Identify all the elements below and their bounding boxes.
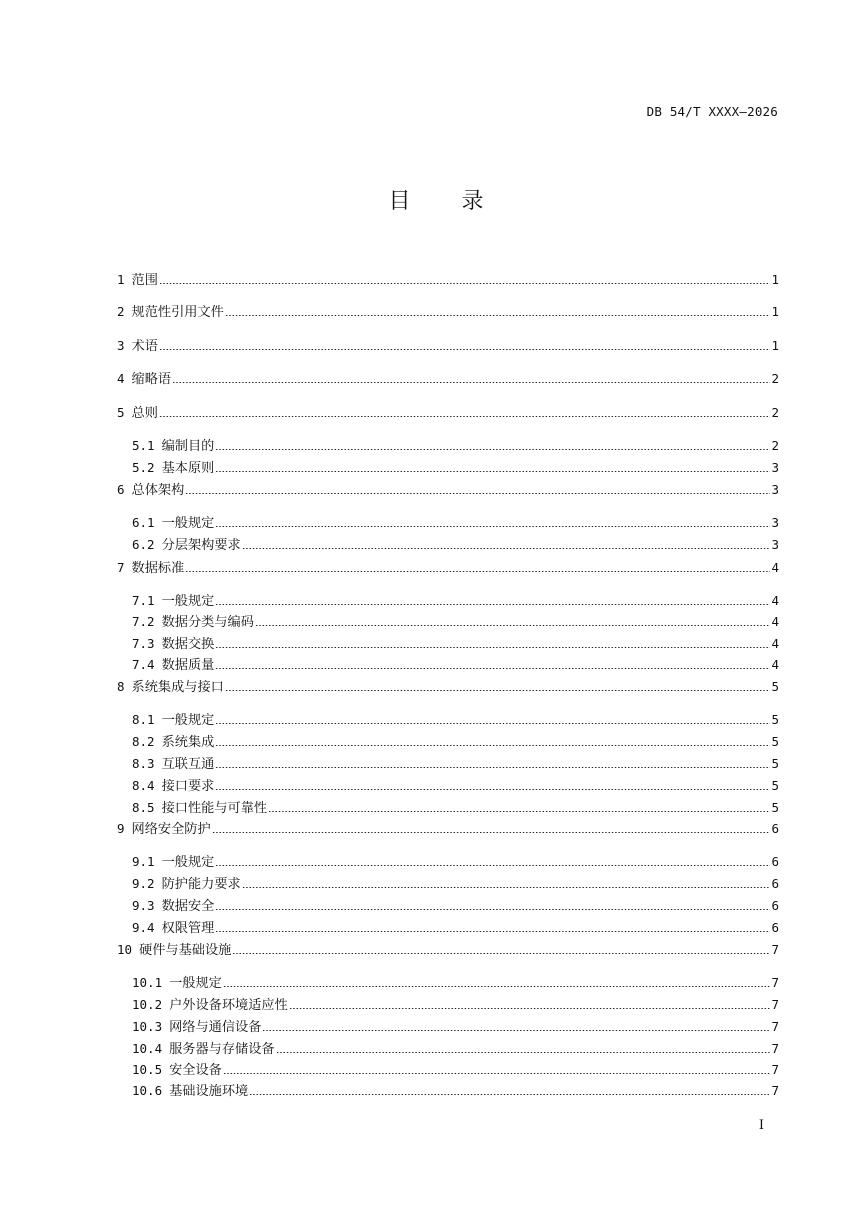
toc-section-number: 10.1 (132, 974, 163, 990)
toc-section-title: 系统集成与接口 (131, 679, 224, 695)
page-number: I (758, 1118, 764, 1133)
toc-section-title: 总体架构 (131, 482, 185, 498)
toc-section-title: 基础设施环境 (169, 1083, 249, 1099)
page-title: 目 录 (388, 189, 506, 214)
dot-leader (215, 767, 770, 768)
toc-section-title: 数据安全 (161, 898, 215, 914)
toc-page-number: 6 (771, 898, 779, 913)
toc-section-title: 一般规定 (169, 975, 222, 991)
dot-leader (159, 416, 771, 417)
toc-page-number: 4 (771, 636, 779, 651)
toc-entry-label (132, 591, 214, 612)
toc-page-number: 5 (771, 734, 779, 749)
toc-section-number: 5.1 (132, 437, 155, 453)
toc-section-title: 防护能力要求 (161, 876, 241, 892)
toc-entry-label (117, 403, 158, 424)
toc-entry[interactable] (132, 874, 779, 894)
toc-section-number: 2 (117, 303, 125, 319)
toc-page-number: 2 (771, 371, 779, 386)
toc-entry-label (117, 819, 211, 840)
dot-leader (255, 625, 771, 626)
toc-section-number: 5.2 (132, 459, 155, 475)
toc-entry-label (132, 436, 214, 457)
toc-section-number: 7.2 (132, 613, 155, 629)
toc-entry[interactable] (132, 896, 779, 916)
toc-entry-label (132, 535, 241, 556)
toc-page-number: 2 (771, 438, 779, 453)
toc-section-title: 一般规定 (161, 515, 215, 531)
toc-page-number: 5 (771, 756, 779, 771)
toc-page-number: 4 (771, 560, 779, 575)
toc-entry-label (117, 302, 224, 323)
toc-section-number: 10.4 (132, 1040, 163, 1056)
toc-page-number: 1 (771, 272, 779, 287)
toc-section-title: 数据交换 (161, 636, 215, 652)
toc-section-number: 9.3 (132, 897, 155, 913)
toc-page-number: 1 (771, 338, 779, 353)
toc-section-title: 一般规定 (161, 854, 215, 870)
toc-section-number: 8.3 (132, 755, 155, 771)
toc-entry-label (132, 513, 214, 534)
toc-entry[interactable] (132, 436, 779, 456)
toc-section-number: 9.1 (132, 853, 155, 869)
toc-entry-label (132, 655, 214, 676)
toc-section-title: 互联互通 (161, 756, 215, 772)
toc-section-title: 网络安全防护 (131, 821, 211, 837)
toc-page-number: 4 (771, 593, 779, 608)
toc-entry-label (117, 270, 158, 291)
toc-section-title: 规范性引用文件 (131, 304, 224, 320)
dot-leader (215, 668, 770, 669)
toc-entry-label (132, 1060, 222, 1081)
dot-leader (242, 548, 771, 549)
dot-leader (215, 931, 770, 932)
dot-leader (172, 382, 770, 383)
toc-section-title: 编制目的 (161, 438, 215, 454)
toc-section-title: 术语 (131, 338, 158, 354)
toc-page-number: 4 (771, 657, 779, 672)
toc-entry-label (132, 754, 214, 775)
document-code: DB 54/T XXXX—2026 (646, 104, 778, 119)
dot-leader (215, 723, 770, 724)
toc-section-number: 10.6 (132, 1082, 163, 1098)
toc-section-title: 缩略语 (131, 371, 172, 387)
toc-entry[interactable] (132, 710, 779, 730)
toc-entry-label (117, 369, 171, 390)
dot-leader (249, 1094, 770, 1095)
toc-entry[interactable] (132, 776, 779, 796)
toc-entry-label (117, 480, 184, 501)
toc-page-number: 7 (771, 1062, 779, 1077)
toc-page-number: 5 (771, 679, 779, 694)
dot-leader (289, 1008, 771, 1009)
toc-page-number: 3 (771, 515, 779, 530)
toc-section-number: 10 (117, 941, 133, 957)
toc-section-title: 接口要求 (161, 778, 215, 794)
dot-leader (185, 493, 770, 494)
toc-section-number: 7.4 (132, 656, 155, 672)
toc-entry[interactable] (132, 612, 779, 632)
dot-leader (159, 349, 771, 350)
toc-section-title: 权限管理 (161, 920, 215, 936)
dot-leader (232, 953, 770, 954)
dot-leader (215, 471, 770, 472)
toc-section-title: 总则 (131, 405, 158, 421)
dot-leader (212, 832, 771, 833)
dot-leader (185, 571, 770, 572)
toc-entry[interactable] (117, 270, 779, 290)
toc-page-number: 1 (771, 304, 779, 319)
toc-section-title: 范围 (131, 272, 158, 288)
toc-entry-label (132, 634, 214, 655)
toc-entry-label (132, 995, 288, 1016)
toc-entry[interactable] (132, 754, 779, 774)
toc-entry-label (132, 874, 241, 895)
toc-entry[interactable] (132, 535, 779, 555)
toc-entry[interactable] (132, 973, 779, 993)
toc-entry-label (132, 1039, 275, 1060)
toc-entry-label (132, 798, 267, 819)
toc-entry[interactable] (132, 852, 779, 872)
dot-leader (159, 283, 771, 284)
toc-entry[interactable] (132, 918, 779, 938)
toc-entry-label (132, 710, 214, 731)
toc-section-number: 3 (117, 337, 125, 353)
toc-section-title: 数据质量 (161, 657, 215, 673)
toc-entry-label (132, 896, 214, 917)
toc-page-number: 3 (771, 460, 779, 475)
toc-entry[interactable] (132, 1017, 779, 1037)
toc-page-number: 5 (771, 712, 779, 727)
toc-section-number: 8.4 (132, 777, 155, 793)
toc-entry-label (132, 732, 214, 753)
dot-leader (215, 789, 770, 790)
toc-entry[interactable] (132, 1060, 779, 1080)
toc-entry[interactable] (117, 302, 779, 322)
dot-leader (215, 745, 770, 746)
toc-section-number: 10.3 (132, 1018, 163, 1034)
toc-entry-label (132, 1017, 261, 1038)
toc-section-title: 一般规定 (161, 712, 215, 728)
toc-section-number: 10.5 (132, 1061, 163, 1077)
dot-leader (225, 315, 771, 316)
toc-section-number: 8.2 (132, 733, 155, 749)
toc-section-title: 接口性能与可靠性 (161, 800, 268, 816)
toc-page-number: 6 (771, 821, 779, 836)
toc-page-number: 3 (771, 482, 779, 497)
toc-entry[interactable] (117, 677, 779, 697)
toc-page-number: 3 (771, 537, 779, 552)
toc-entry-label (117, 677, 224, 698)
toc-entry[interactable] (132, 798, 779, 818)
toc-entry[interactable] (117, 480, 779, 500)
toc-entry-label (117, 940, 231, 961)
toc-page-number: 6 (771, 920, 779, 935)
toc-entry-label (132, 973, 222, 994)
toc-section-title: 数据分类与编码 (161, 614, 254, 630)
toc-entry-label (132, 458, 214, 479)
toc-entry-label (117, 336, 158, 357)
toc-entry[interactable] (117, 940, 779, 960)
toc-section-number: 9.4 (132, 919, 155, 935)
toc-page-number: 6 (771, 854, 779, 869)
toc-page-number: 7 (771, 942, 779, 957)
toc-section-title: 安全设备 (169, 1062, 222, 1078)
dot-leader (223, 986, 771, 987)
toc-entry[interactable] (132, 634, 779, 654)
toc-page-number: 6 (771, 876, 779, 891)
toc-entry-label (132, 612, 254, 633)
toc-entry[interactable] (117, 369, 779, 389)
dot-leader (242, 887, 771, 888)
toc-page-number: 7 (771, 997, 779, 1012)
toc-page-number: 5 (771, 800, 779, 815)
toc-entry[interactable] (117, 558, 779, 578)
toc-entry-label (132, 776, 214, 797)
dot-leader (262, 1030, 770, 1031)
toc-entry-label (132, 852, 214, 873)
toc-section-number: 9 (117, 820, 125, 836)
toc-section-number: 6 (117, 481, 125, 497)
toc-entry[interactable] (132, 1081, 779, 1101)
toc-section-title: 服务器与存储设备 (169, 1041, 275, 1057)
toc-page-number: 2 (771, 405, 779, 420)
dot-leader (225, 690, 771, 691)
toc-entry[interactable] (117, 819, 779, 839)
toc-section-title: 户外设备环境适应性 (169, 997, 288, 1013)
toc-section-title: 数据标准 (131, 560, 185, 576)
toc-section-title: 系统集成 (161, 734, 215, 750)
toc-entry[interactable] (132, 995, 779, 1015)
toc-entry-label (132, 918, 214, 939)
toc-section-number: 8.5 (132, 799, 155, 815)
dot-leader (215, 526, 770, 527)
toc-section-number: 7.1 (132, 592, 155, 608)
toc-entry-label (117, 558, 184, 579)
toc-entry[interactable] (132, 655, 779, 675)
dot-leader (215, 865, 770, 866)
toc-section-title: 网络与通信设备 (169, 1019, 262, 1035)
dot-leader (276, 1052, 771, 1053)
toc-entry[interactable] (117, 336, 779, 356)
toc-entry-label (132, 1081, 248, 1102)
toc-section-number: 9.2 (132, 875, 155, 891)
toc-entry[interactable] (117, 403, 779, 423)
toc-section-number: 4 (117, 370, 125, 386)
toc-entry[interactable] (132, 1039, 779, 1059)
toc-entry[interactable] (132, 458, 779, 478)
toc-section-title: 一般规定 (161, 593, 215, 609)
toc-page-number: 7 (771, 975, 779, 990)
toc-section-number: 7 (117, 559, 125, 575)
toc-section-title: 基本原则 (161, 460, 215, 476)
toc-section-number: 8.1 (132, 711, 155, 727)
toc-page-number: 7 (771, 1083, 779, 1098)
toc-entry[interactable] (132, 732, 779, 752)
toc-section-number: 8 (117, 678, 125, 694)
dot-leader (215, 449, 770, 450)
toc-section-title: 分层架构要求 (161, 537, 241, 553)
dot-leader (268, 811, 770, 812)
toc-section-title: 硬件与基础设施 (139, 942, 232, 958)
toc-section-number: 10.2 (132, 996, 163, 1012)
toc-entry[interactable] (132, 513, 779, 533)
toc-section-number: 6.1 (132, 514, 155, 530)
toc-entry[interactable] (132, 591, 779, 611)
toc-section-number: 5 (117, 404, 125, 420)
dot-leader (215, 909, 770, 910)
dot-leader (215, 647, 770, 648)
toc-section-number: 7.3 (132, 635, 155, 651)
toc-page-number: 7 (771, 1019, 779, 1034)
dot-leader (215, 604, 770, 605)
toc-page-number: 7 (771, 1041, 779, 1056)
toc-section-number: 1 (117, 271, 125, 287)
toc-page-number: 5 (771, 778, 779, 793)
toc-section-number: 6.2 (132, 536, 155, 552)
dot-leader (223, 1073, 771, 1074)
toc-page-number: 4 (771, 614, 779, 629)
